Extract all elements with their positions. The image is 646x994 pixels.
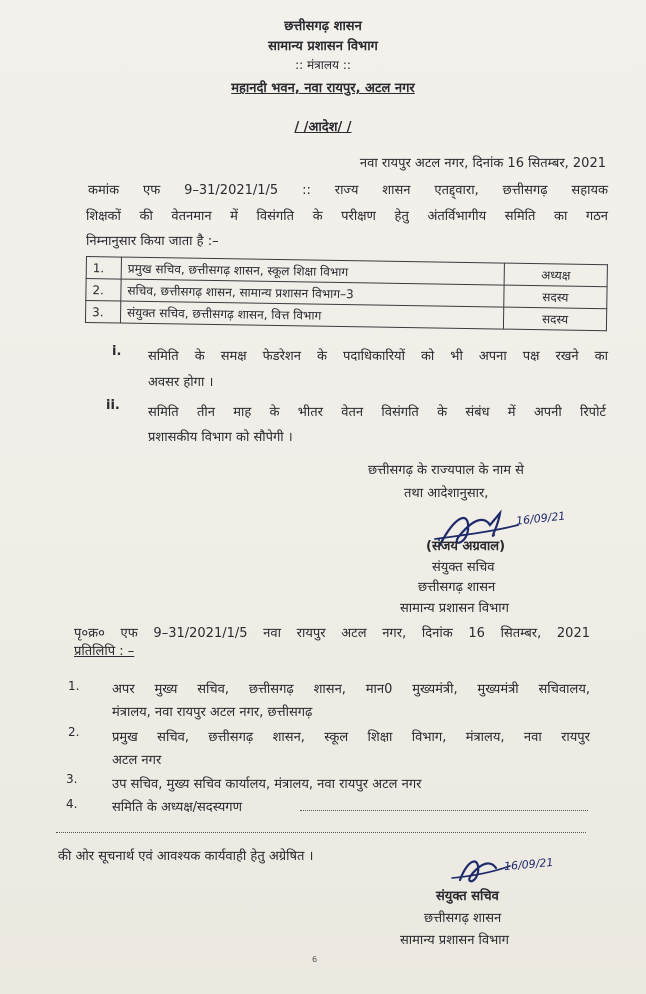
signatory-designation: संयुक्त सचिव	[436, 889, 499, 904]
point-text-line-1: समिति तीन माह के भीतर वेतन विसंगति के संबंध में अपनी रिपोर्ट	[148, 405, 606, 420]
copy-text-line-1: समिति के अध्यक्ष/सदस्यगण	[112, 800, 243, 815]
member-name: संयुक्त सचिव, छत्तीसगढ़ शासन, वित्त विभाग	[120, 301, 503, 329]
copy-text-line-1: अपर मुख्य सचिव, छत्तीसगढ़ शासन, मान0 मुख्यमंत्री, मुख्यमंत्री सचिवालय,	[112, 682, 590, 697]
endorsement-line: पृ०क्र० एफ 9–31/2021/1/5 नवा रायपुर अटल नगर, दिनांक 16 सितम्बर, 2021	[74, 626, 590, 641]
member-number: 1.	[86, 257, 121, 280]
copy-number: 3.	[66, 772, 78, 786]
authority-line-1: छत्तीसगढ़ के राज्यपाल के नाम से	[368, 463, 524, 478]
signature-date-2: 16/09/21	[503, 855, 554, 874]
member-name: सचिव, छत्तीसगढ़ शासन, सामान्य प्रशासन विभाग–3	[121, 279, 504, 307]
point-number: ii.	[106, 398, 120, 413]
point-text-line-2: प्रशासकीय विभाग को सौपेगी ।	[148, 430, 293, 445]
dotted-fill-line	[300, 810, 588, 811]
member-role: सदस्य	[504, 285, 607, 309]
copy-text-line-1: उप सचिव, मुख्य सचिव कार्यालय, मंत्रालय, नवा रायपुर अटल नगर	[112, 777, 422, 792]
page-number: 6	[312, 955, 318, 964]
header-government: छत्तीसगढ़ शासन	[284, 19, 362, 34]
member-number: 3.	[85, 301, 120, 324]
signatory-government: छत्तीसगढ़ शासन	[418, 580, 496, 595]
signatory-department: सामान्य प्रशासन विभाग	[400, 601, 509, 616]
point-text-line-1: समिति के समक्ष फेडरेशन के पदाधिकारियों को भी अपना पक्ष रखने का	[148, 349, 608, 364]
signatory-name: (संजय अग्रवाल)	[426, 539, 506, 554]
member-name: प्रमुख सचिव, छत्तीसगढ़ शासन, स्कूल शिक्षा विभाग	[121, 257, 504, 285]
copy-text-line-1: प्रमुख सचिव, छत्तीसगढ़ शासन, स्कूल शिक्षा विभाग, मंत्रालय, नवा रायपुर	[112, 730, 590, 745]
signatory-government: छत्तीसगढ़ शासन	[424, 911, 502, 926]
header-ministry: :: मंत्रालय ::	[295, 58, 351, 72]
signatory-designation: संयुक्त सचिव	[432, 560, 495, 575]
copy-number: 2.	[68, 725, 80, 739]
copy-heading: प्रतिलिपि : –	[74, 644, 135, 659]
signatory-department: सामान्य प्रशासन विभाग	[400, 933, 509, 948]
point-text-line-2: अवसर होगा ।	[148, 375, 214, 390]
authority-line-2: तथा आदेशानुसार,	[404, 486, 489, 501]
body-line-3: निम्नानुसार किया जाता है :–	[86, 234, 219, 249]
point-number: i.	[112, 344, 122, 359]
order-date-line: नवा रायपुर अटल नगर, दिनांक 16 सितम्बर, 2021	[359, 156, 606, 171]
dotted-fill-line	[56, 832, 586, 833]
order-title: / /आदेश/ /	[294, 120, 352, 135]
forward-line: की ओर सूचनार्थ एवं आवश्यक कार्यवाही हेतु अग्रेषित ।	[58, 849, 314, 864]
body-line-2: शिक्षकों की वेतनमान में विसंगति के परीक्षण हेतु अंतर्विभागीय समिति का गठन	[86, 209, 608, 224]
header-department: सामान्य प्रशासन विभाग	[268, 39, 378, 54]
header-address: महानदी भवन, नवा रायपुर, अटल नगर	[231, 81, 415, 96]
committee-members-table	[85, 256, 608, 331]
body-line-1: कमांक एफ 9–31/2021/1/5 :: राज्य शासन एतद्द्वारा, छत्तीसगढ़ सहायक	[88, 183, 608, 198]
copy-number: 4.	[66, 797, 78, 811]
copy-text-line-2: अटल नगर	[112, 753, 162, 768]
copy-text-line-2: मंत्रालय, नवा रायपुर अटल नगर, छत्तीसगढ़	[112, 705, 313, 720]
member-role: सदस्य	[503, 307, 606, 331]
member-number: 2.	[86, 279, 121, 302]
member-role: अध्यक्ष	[504, 263, 607, 287]
copy-number: 1.	[68, 679, 80, 693]
signature-date-1: 16/09/21	[515, 509, 566, 528]
